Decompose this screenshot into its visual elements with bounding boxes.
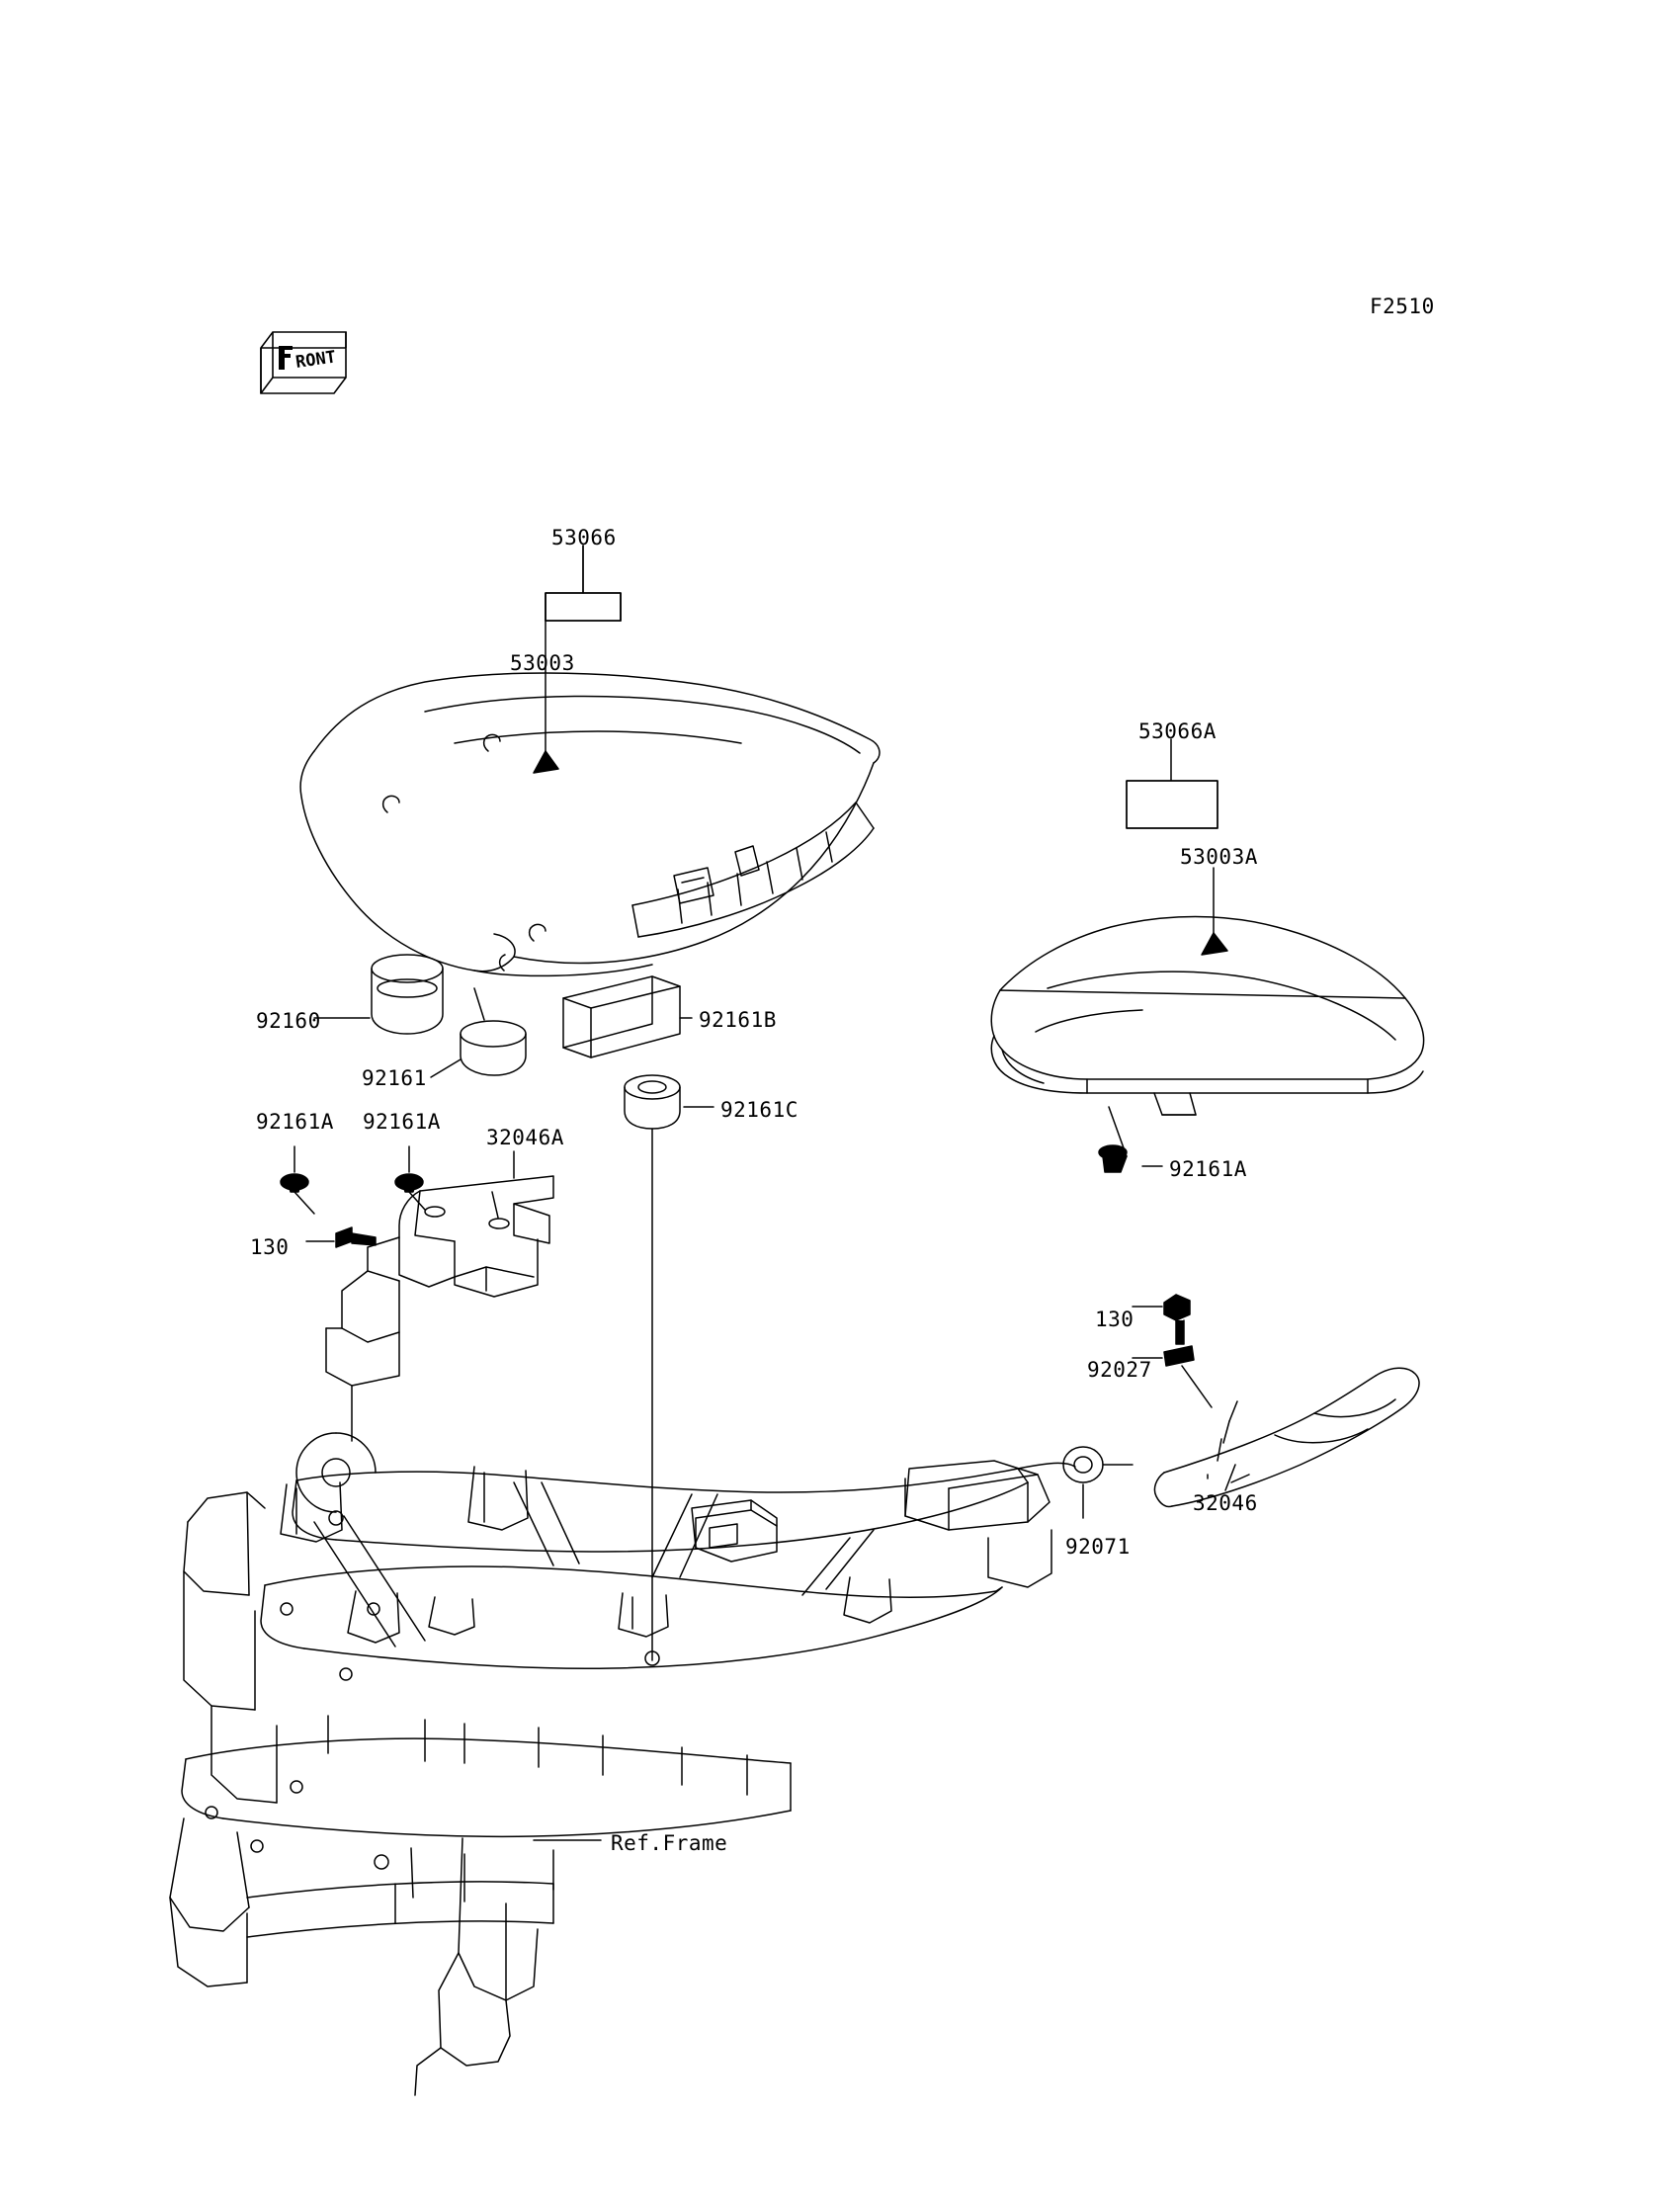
part-label-92161a-left-2: 92161A xyxy=(363,1110,441,1134)
part-label-ref-frame: Ref.Frame xyxy=(611,1831,728,1855)
part-label-53003: 53003 xyxy=(510,651,575,675)
part-label-53066: 53066 xyxy=(551,526,617,549)
part-label-92161a-left-1: 92161A xyxy=(256,1110,334,1134)
part-label-92161b: 92161B xyxy=(699,1008,777,1032)
part-label-53003a: 53003A xyxy=(1180,845,1258,869)
figure-code: F2510 xyxy=(1370,295,1435,318)
part-label-92160: 92160 xyxy=(256,1009,321,1033)
svg-text:RONT: RONT xyxy=(294,347,338,373)
part-label-32046a: 32046A xyxy=(486,1126,564,1149)
part-label-92027: 92027 xyxy=(1087,1358,1152,1382)
part-label-130-right: 130 xyxy=(1095,1308,1134,1331)
part-label-32046: 32046 xyxy=(1193,1491,1258,1515)
part-label-130-left: 130 xyxy=(250,1235,290,1259)
part-label-92161: 92161 xyxy=(362,1066,427,1090)
part-label-92161a-right: 92161A xyxy=(1169,1157,1247,1181)
part-label-92161c: 92161C xyxy=(720,1098,798,1122)
part-label-92071: 92071 xyxy=(1065,1535,1131,1559)
part-label-53066a: 53066A xyxy=(1138,719,1217,743)
